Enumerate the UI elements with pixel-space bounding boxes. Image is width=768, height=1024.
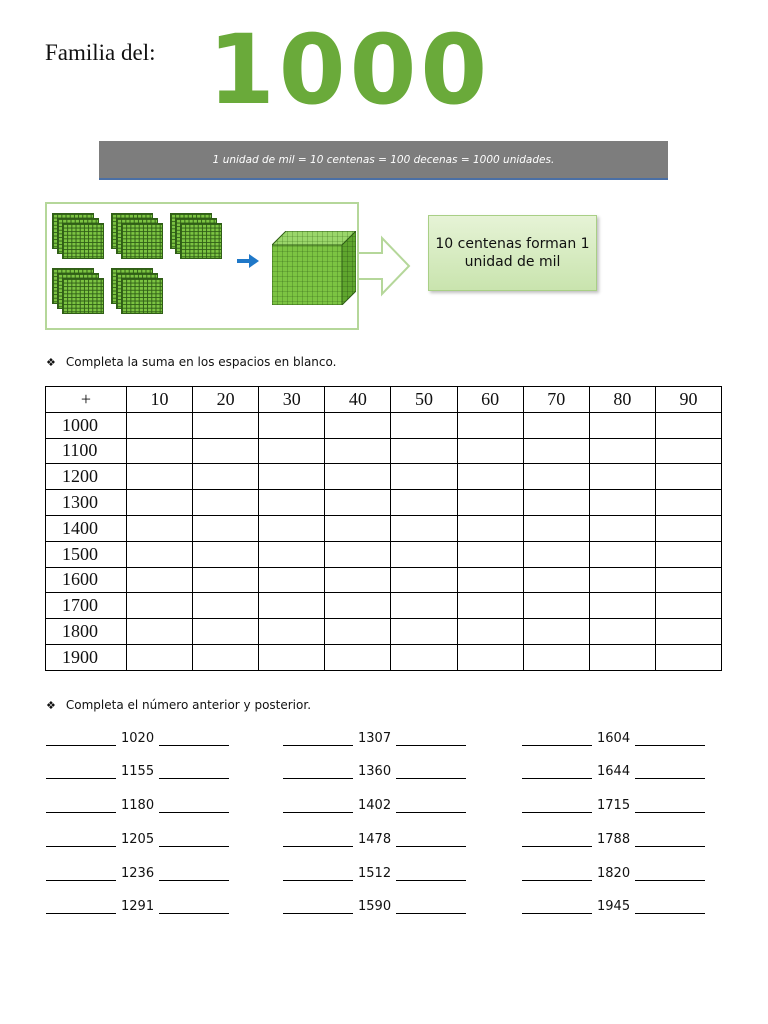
answer-cell[interactable]: [193, 593, 259, 619]
given-number: 1788: [597, 832, 631, 847]
answer-cell[interactable]: [325, 567, 391, 593]
answer-cell[interactable]: [193, 515, 259, 541]
table-row: [46, 515, 722, 541]
answer-cell[interactable]: [523, 593, 589, 619]
given-number: 1155: [121, 764, 155, 779]
table-row: [46, 464, 722, 490]
sequence-item: [46, 866, 229, 881]
table-row: [46, 644, 722, 670]
next-number-blank[interactable]: [635, 867, 705, 881]
given-number: 1020: [121, 731, 155, 746]
row-header: 1200: [46, 464, 127, 490]
previous-number-blank[interactable]: [46, 732, 116, 746]
given-number: 1180: [121, 798, 155, 813]
row-header: 1300: [46, 490, 127, 516]
table-row: [46, 438, 722, 464]
answer-cell[interactable]: [523, 412, 589, 438]
plus-sign-cell: +: [46, 387, 127, 413]
sequence-item: [46, 899, 229, 914]
answer-cell[interactable]: [589, 490, 655, 516]
next-number-blank[interactable]: [159, 765, 229, 779]
instruction-sequence-text: Completa el número anterior y posterior.: [65, 698, 312, 712]
answer-cell[interactable]: [391, 490, 457, 516]
answer-cell[interactable]: [589, 464, 655, 490]
answer-cell[interactable]: [589, 644, 655, 670]
given-number: 1307: [358, 731, 392, 746]
previous-number-blank[interactable]: [522, 867, 592, 881]
previous-number-blank[interactable]: [522, 732, 592, 746]
previous-number-blank[interactable]: [283, 867, 353, 881]
answer-cell[interactable]: [655, 490, 721, 516]
answer-cell[interactable]: [193, 490, 259, 516]
sequence-item: [522, 731, 705, 746]
previous-number-blank[interactable]: [283, 900, 353, 914]
column-header: 20: [193, 387, 259, 413]
answer-cell[interactable]: [127, 567, 193, 593]
answer-cell[interactable]: [655, 541, 721, 567]
answer-cell[interactable]: [391, 593, 457, 619]
row-header: 1800: [46, 619, 127, 645]
answer-cell[interactable]: [127, 412, 193, 438]
answer-cell[interactable]: [457, 541, 523, 567]
answer-cell[interactable]: [655, 515, 721, 541]
answer-cell[interactable]: [325, 541, 391, 567]
answer-cell[interactable]: [655, 619, 721, 645]
next-number-blank[interactable]: [396, 765, 466, 779]
given-number: 1820: [597, 866, 631, 881]
answer-cell[interactable]: [127, 593, 193, 619]
given-number: 1715: [597, 798, 631, 813]
answer-cell[interactable]: [325, 515, 391, 541]
given-number: 1360: [358, 764, 392, 779]
explanation-callout: 10 centenas forman 1 unidad de mil: [428, 215, 597, 291]
answer-cell[interactable]: [325, 644, 391, 670]
column-header: 80: [589, 387, 655, 413]
answer-cell[interactable]: [391, 541, 457, 567]
answer-cell[interactable]: [589, 438, 655, 464]
next-number-blank[interactable]: [635, 900, 705, 914]
answer-cell[interactable]: [127, 541, 193, 567]
answer-cell[interactable]: [523, 438, 589, 464]
answer-cell[interactable]: [193, 567, 259, 593]
answer-cell[interactable]: [391, 644, 457, 670]
sequence-item: [522, 764, 705, 779]
given-number: 1644: [597, 764, 631, 779]
answer-cell[interactable]: [193, 644, 259, 670]
sequence-item: [283, 899, 466, 914]
previous-number-blank[interactable]: [46, 900, 116, 914]
answer-cell[interactable]: [127, 490, 193, 516]
answer-cell[interactable]: [655, 438, 721, 464]
next-number-blank[interactable]: [635, 799, 705, 813]
previous-number-blank[interactable]: [522, 765, 592, 779]
given-number: 1478: [358, 832, 392, 847]
answer-cell[interactable]: [391, 619, 457, 645]
answer-cell[interactable]: [259, 644, 325, 670]
bullet-icon: ❖: [46, 699, 56, 712]
given-number: 1590: [358, 899, 392, 914]
sequence-item: [46, 832, 229, 847]
sequence-item: [283, 764, 466, 779]
answer-cell[interactable]: [259, 619, 325, 645]
arrow-right-icon: [237, 254, 259, 268]
answer-cell[interactable]: [193, 619, 259, 645]
previous-number-blank[interactable]: [283, 799, 353, 813]
answer-cell[interactable]: [523, 619, 589, 645]
answer-cell[interactable]: [589, 541, 655, 567]
sequence-item: [283, 866, 466, 881]
answer-cell[interactable]: [523, 567, 589, 593]
answer-cell[interactable]: [655, 464, 721, 490]
answer-cell[interactable]: [259, 593, 325, 619]
row-header: 1000: [46, 412, 127, 438]
given-number: 1604: [597, 731, 631, 746]
answer-cell[interactable]: [523, 515, 589, 541]
answer-cell[interactable]: [193, 412, 259, 438]
previous-number-blank[interactable]: [283, 833, 353, 847]
outline-arrow-icon: [356, 235, 412, 297]
next-number-blank[interactable]: [635, 833, 705, 847]
answer-cell[interactable]: [523, 464, 589, 490]
sequence-item: [522, 866, 705, 881]
table-row: [46, 567, 722, 593]
answer-cell[interactable]: [523, 490, 589, 516]
table-row: [46, 541, 722, 567]
instruction-sum: [46, 355, 336, 369]
column-header: 40: [325, 387, 391, 413]
bullet-icon: ❖: [46, 356, 56, 369]
sequence-item: [283, 731, 466, 746]
sequence-item: [522, 832, 705, 847]
answer-cell[interactable]: [259, 464, 325, 490]
answer-cell[interactable]: [325, 490, 391, 516]
next-number-blank[interactable]: [396, 799, 466, 813]
answer-cell[interactable]: [457, 464, 523, 490]
row-header: 1600: [46, 567, 127, 593]
previous-number-blank[interactable]: [283, 765, 353, 779]
answer-cell[interactable]: [655, 567, 721, 593]
answer-cell[interactable]: [391, 567, 457, 593]
answer-cell[interactable]: [325, 438, 391, 464]
given-number: 1402: [358, 798, 392, 813]
answer-cell[interactable]: [325, 593, 391, 619]
row-header: 1400: [46, 515, 127, 541]
answer-cell[interactable]: [523, 541, 589, 567]
table-row: [46, 619, 722, 645]
answer-cell[interactable]: [127, 464, 193, 490]
previous-number-blank[interactable]: [522, 900, 592, 914]
answer-cell[interactable]: [589, 515, 655, 541]
answer-cell[interactable]: [655, 412, 721, 438]
sequence-item: [522, 899, 705, 914]
column-header: 10: [127, 387, 193, 413]
answer-cell[interactable]: [193, 438, 259, 464]
answer-cell[interactable]: [259, 515, 325, 541]
next-number-blank[interactable]: [159, 833, 229, 847]
previous-number-blank[interactable]: [522, 799, 592, 813]
answer-cell[interactable]: [127, 438, 193, 464]
answer-cell[interactable]: [391, 464, 457, 490]
sequence-item: [46, 731, 229, 746]
previous-number-blank[interactable]: [46, 765, 116, 779]
answer-cell[interactable]: [589, 412, 655, 438]
column-header: 90: [655, 387, 721, 413]
given-number: 1236: [121, 866, 155, 881]
answer-cell[interactable]: [589, 567, 655, 593]
answer-cell[interactable]: [259, 438, 325, 464]
answer-cell[interactable]: [391, 412, 457, 438]
answer-cell[interactable]: [589, 593, 655, 619]
next-number-blank[interactable]: [396, 900, 466, 914]
answer-cell[interactable]: [655, 593, 721, 619]
answer-cell[interactable]: [655, 644, 721, 670]
answer-cell[interactable]: [457, 438, 523, 464]
answer-cell[interactable]: [127, 515, 193, 541]
equivalence-banner: 1 unidad de mil = 10 centenas = 100 decenas = 1000 unidades.: [99, 141, 668, 180]
given-number: 1945: [597, 899, 631, 914]
row-header: 1900: [46, 644, 127, 670]
answer-cell[interactable]: [325, 619, 391, 645]
sequence-item: [46, 764, 229, 779]
given-number: 1291: [121, 899, 155, 914]
thousand-cube-icon: [272, 231, 356, 305]
sequence-item: [522, 798, 705, 813]
answer-cell[interactable]: [325, 464, 391, 490]
answer-cell[interactable]: [391, 515, 457, 541]
answer-cell[interactable]: [457, 412, 523, 438]
row-header: 1700: [46, 593, 127, 619]
instruction-sequence: [46, 698, 311, 712]
page-title-number: 1000: [208, 14, 492, 126]
answer-cell[interactable]: [457, 593, 523, 619]
next-number-blank[interactable]: [159, 900, 229, 914]
column-header: 70: [523, 387, 589, 413]
answer-cell[interactable]: [457, 567, 523, 593]
column-header: 50: [391, 387, 457, 413]
previous-number-blank[interactable]: [522, 833, 592, 847]
answer-cell[interactable]: [259, 567, 325, 593]
previous-number-blank[interactable]: [46, 867, 116, 881]
addition-table: [45, 386, 722, 671]
sequence-item: [283, 832, 466, 847]
answer-cell[interactable]: [523, 644, 589, 670]
table-row: [46, 412, 722, 438]
row-header: 1500: [46, 541, 127, 567]
column-header: 60: [457, 387, 523, 413]
answer-cell[interactable]: [457, 515, 523, 541]
answer-cell[interactable]: [193, 464, 259, 490]
next-number-blank[interactable]: [635, 732, 705, 746]
answer-cell[interactable]: [259, 412, 325, 438]
next-number-blank[interactable]: [159, 732, 229, 746]
table-row: [46, 593, 722, 619]
previous-number-blank[interactable]: [46, 833, 116, 847]
next-number-blank[interactable]: [635, 765, 705, 779]
row-header: 1100: [46, 438, 127, 464]
answer-cell[interactable]: [259, 541, 325, 567]
next-number-blank[interactable]: [396, 867, 466, 881]
answer-cell[interactable]: [457, 490, 523, 516]
previous-number-blank[interactable]: [46, 799, 116, 813]
table-row: [46, 490, 722, 516]
next-number-blank[interactable]: [396, 732, 466, 746]
answer-cell[interactable]: [325, 412, 391, 438]
answer-cell[interactable]: [457, 644, 523, 670]
given-number: 1512: [358, 866, 392, 881]
sequence-item: [46, 798, 229, 813]
given-number: 1205: [121, 832, 155, 847]
sequence-item: [283, 798, 466, 813]
next-number-blank[interactable]: [159, 867, 229, 881]
answer-cell[interactable]: [589, 619, 655, 645]
answer-cell[interactable]: [259, 490, 325, 516]
instruction-sum-text: Completa la suma en los espacios en blanco.: [65, 355, 337, 369]
column-header: 30: [259, 387, 325, 413]
previous-number-blank[interactable]: [283, 732, 353, 746]
answer-cell[interactable]: [127, 644, 193, 670]
answer-cell[interactable]: [127, 619, 193, 645]
answer-cell[interactable]: [391, 438, 457, 464]
answer-cell[interactable]: [193, 541, 259, 567]
answer-cell[interactable]: [457, 619, 523, 645]
page-heading-label: Familia del:: [45, 40, 156, 65]
next-number-blank[interactable]: [159, 799, 229, 813]
next-number-blank[interactable]: [396, 833, 466, 847]
table-header-row: [46, 387, 722, 413]
